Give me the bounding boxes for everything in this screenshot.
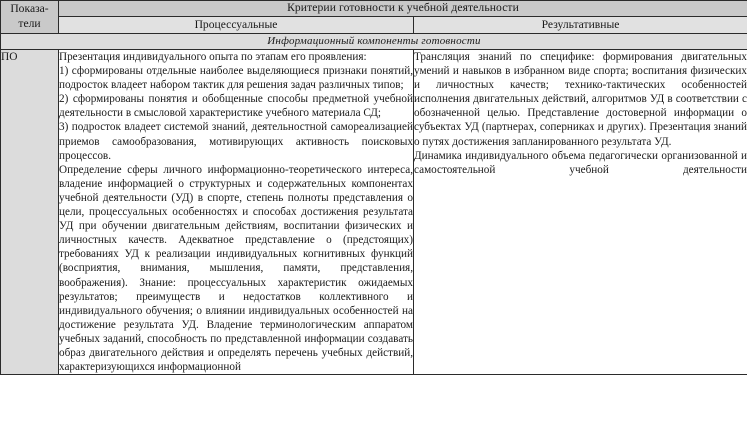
- section-title: Информационный компоненты готовности: [1, 34, 747, 50]
- table-header-row-sub: [1, 17, 747, 34]
- procedural-paragraph-3: 3) подросток владеет системой знаний, деятельностной самореализацией приемов самообразования, мотивирующих активность поисковых процессов.: [59, 121, 413, 162]
- row-label-po: ПО: [1, 50, 59, 375]
- table-section-row: [1, 34, 747, 50]
- cell-procedural-content: [59, 50, 414, 375]
- procedural-paragraph-0: Презентация индивидуального опыта по этапам его проявления:: [59, 51, 367, 63]
- header-cell-indicator: [1, 1, 59, 34]
- header-cell-resultative: Результативные: [414, 17, 747, 34]
- table-row: [1, 50, 747, 375]
- procedural-paragraph-2: 2) сформированы понятия и обобщенные способы предметной учебной деятельности в смысловой характеристике учебного материала СД;: [59, 93, 413, 120]
- header-indicator-line2: тели: [18, 17, 41, 30]
- header-cell-procedural: Процессуальные: [59, 17, 414, 34]
- cell-resultative-content: [414, 50, 747, 375]
- header-cell-criteria-title: Критерии готовности к учебной деятельности: [59, 1, 747, 17]
- resultative-paragraph-1: Динамика индивидуального объема педагогически организованной и самостоятельной учебной деятельности: [414, 149, 747, 176]
- resultative-paragraph-0: Трансляция знаний по специфике: формирования двигательных умений и навыков в избранном виде спорта; воспитания физических и личностных качеств; технико-тактических особенностей исполнения двигательных действий, алгоритмов УД в соответствии с обозначенной целью. Представление достоверной информации о субъектах УД (партнерах, соперниках и других). Презентация знаний о путях достижения запланированного результата УД.: [414, 51, 747, 148]
- procedural-paragraph-4: Определение сферы личного информационно-теоретического интереса, владение информацией о структурных и содержательных компонентах учебной деятельности (УД) в спорте, степень полноты представления о цели, процессуальных особенностях и способах достижения результата УД при обучении двигательным действиям, воспитании физических и личностных качеств. Адекватное представление о (предстоящих) требованиях УД к реализации индивидуальных когнитивных функций (восприятия, внимания, мышления, памяти, представления, воображения). Знание: процессуальных характеристик ожидаемых результатов; преимуществ и недостатков коллективного и индивидуального обучения; о влиянии индивидуальных особенностей на достижение результата УД. Владение терминологическим аппаратом учебных заданий, способность по представленной информации создавать образ двигательного действия и определять перечень учебных действий, характеризующихся информационной: [59, 163, 413, 374]
- procedural-paragraph-1: 1) сформированы отдельные наиболее выделяющиеся признаки понятий, подросток владеет набором тактик для решения задач различных типов;: [59, 65, 413, 92]
- table-header-row-top: [1, 1, 747, 17]
- header-indicator-line1: Показа-: [10, 2, 49, 15]
